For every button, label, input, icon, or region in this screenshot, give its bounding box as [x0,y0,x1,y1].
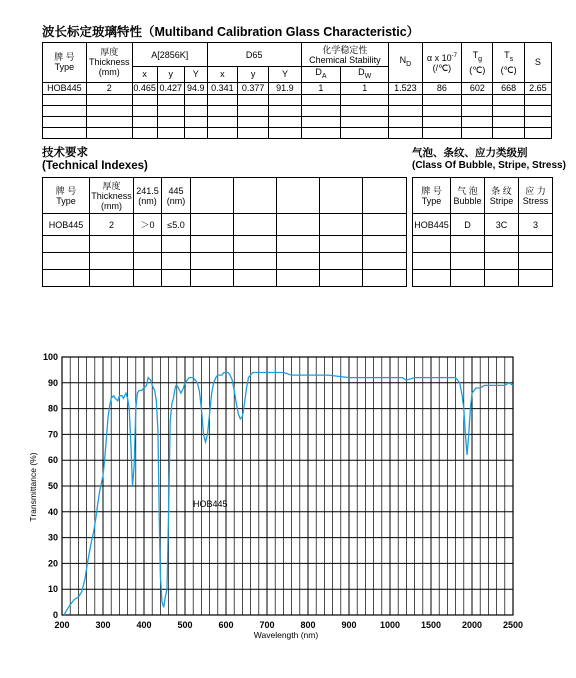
bubble-table [412,177,553,287]
y-tick-label: 10 [47,584,58,595]
x-tick-label: 900 [341,620,357,630]
bubble-header-stress: 应 力 Stress [519,178,553,214]
technical-title-en: (Technical Indexes) [42,160,148,172]
tech-cell-type: HOB445 [43,214,90,236]
header-illuminant-a: A[2856K] [132,43,207,67]
header-chemical-stability: 化学稳定性 Chemical Stability [301,43,389,67]
empty-row [43,236,407,253]
y-tick-label: 30 [47,532,58,543]
cell-alpha: 86 [422,82,462,94]
y-tick-label: 80 [47,403,58,414]
tech-cell-w1: ＞0 [134,214,162,236]
bubble-cell-type: HOB445 [413,214,451,236]
table-row [43,214,407,236]
y-tick-label: 100 [42,352,58,362]
table-row [43,82,552,94]
header-d-x: x [207,67,237,83]
technical-table [42,177,407,287]
cell-d-y: 0.377 [237,82,268,94]
header-ts: $T_s$ (℃) [493,43,524,83]
series-annotation: HOB445 [193,499,228,509]
empty-row [43,127,552,138]
x-tick-label: 400 [136,620,152,630]
bubble-cell-stripe: 3C [485,214,519,236]
header-alpha: α x $10^{-7}$ (/℃) [422,43,462,83]
cell-a-Y: 94.9 [184,82,207,94]
x-tick-label: 500 [177,620,193,630]
header-a-x: x [132,67,157,83]
header-tg: $T_g$ (℃) [462,43,493,83]
page-title: 波长标定玻璃特性（Multiband Calibration Glass Characteristic） [42,25,420,39]
cell-dw: 1 [341,82,389,94]
tech-cell-w2: ≤5.0 [162,214,191,236]
cell-da: 1 [301,82,341,94]
cell-s: 2.65 [524,82,551,94]
characteristic-table [42,42,552,139]
bubble-cell-stress: 3 [519,214,553,236]
header-a-Y: Y [184,67,207,83]
y-tick-label: 90 [47,377,58,388]
cell-tg: 602 [462,82,493,94]
empty-row [43,94,552,105]
bubble-header-bubble: 气 泡 Bubble [451,178,485,214]
cell-a-x: 0.465 [133,83,156,94]
empty-row [43,270,407,287]
bubble-header-type: 牌 号 Type [413,178,451,214]
tech-cell-thickness: 2 [90,214,134,236]
x-tick-label: 200 [54,620,70,630]
empty-row [413,236,553,253]
technical-title-cn: 技术要求 [42,147,88,159]
x-tick-label: 2500 [502,620,524,630]
y-tick-label: 60 [47,455,58,466]
header-s: S [524,43,551,83]
header-da: $D_A$ [301,67,341,83]
header-a-y: y [157,67,184,83]
x-tick-label: 1000 [379,620,401,630]
cell-ts: 668 [493,82,524,94]
cell-a-y: 0.427 [157,82,184,94]
y-tick-label: 70 [47,429,58,440]
bubble-title-cn: 气泡、条纹、应力类级别 [412,147,528,159]
transmittance-chart [0,340,576,650]
y-tick-label: 20 [47,558,58,569]
header-d-Y: Y [269,67,301,83]
chart-grid [62,357,513,615]
chart-ticks [43,352,523,630]
table-row [413,214,553,236]
y-tick-label: 0 [52,610,58,620]
y-axis-label: Transmittance (%) [28,452,38,522]
x-tick-label: 800 [300,620,316,630]
cell-thickness: 2 [86,82,132,94]
bubble-title-en: (Class Of Bubble, Stripe, Stress) [412,160,566,171]
empty-row [43,253,407,270]
x-tick-label: 700 [259,620,275,630]
empty-row [413,270,553,287]
tech-header-thickness: 厚度 Thickness (mm) [90,178,134,214]
header-thickness: 厚度 Thickness (mm) [86,43,132,83]
empty-row [43,116,552,127]
x-axis-label: Wavelength (nm) [253,630,319,640]
x-tick-label: 300 [95,620,111,630]
header-d-y: y [237,67,268,83]
header-illuminant-d65: D65 [207,43,301,67]
header-type: 牌 号 Type [43,43,87,83]
cell-d-Y: 91.9 [269,82,301,94]
x-tick-label: 2000 [461,620,483,630]
empty-row [43,105,552,116]
cell-nd: 1.523 [389,82,422,94]
cell-type: HOB445 [43,82,87,94]
x-tick-label: 600 [218,620,234,630]
bubble-header-stripe: 条 纹 Stripe [485,178,519,214]
tech-header-w2: 445 (nm) [162,178,191,214]
cell-d-x: 0.341 [207,82,237,94]
tech-header-type: 牌 号 Type [43,178,90,214]
y-tick-label: 40 [47,506,58,517]
header-nd: $N_D$ [389,43,422,83]
header-dw: $D_W$ [341,67,389,83]
y-tick-label: 50 [47,481,58,491]
bubble-cell-bubble: D [451,214,485,236]
x-tick-label: 1500 [420,620,442,630]
tech-header-w1: 241.5 (nm) [134,178,162,214]
empty-row [413,253,553,270]
